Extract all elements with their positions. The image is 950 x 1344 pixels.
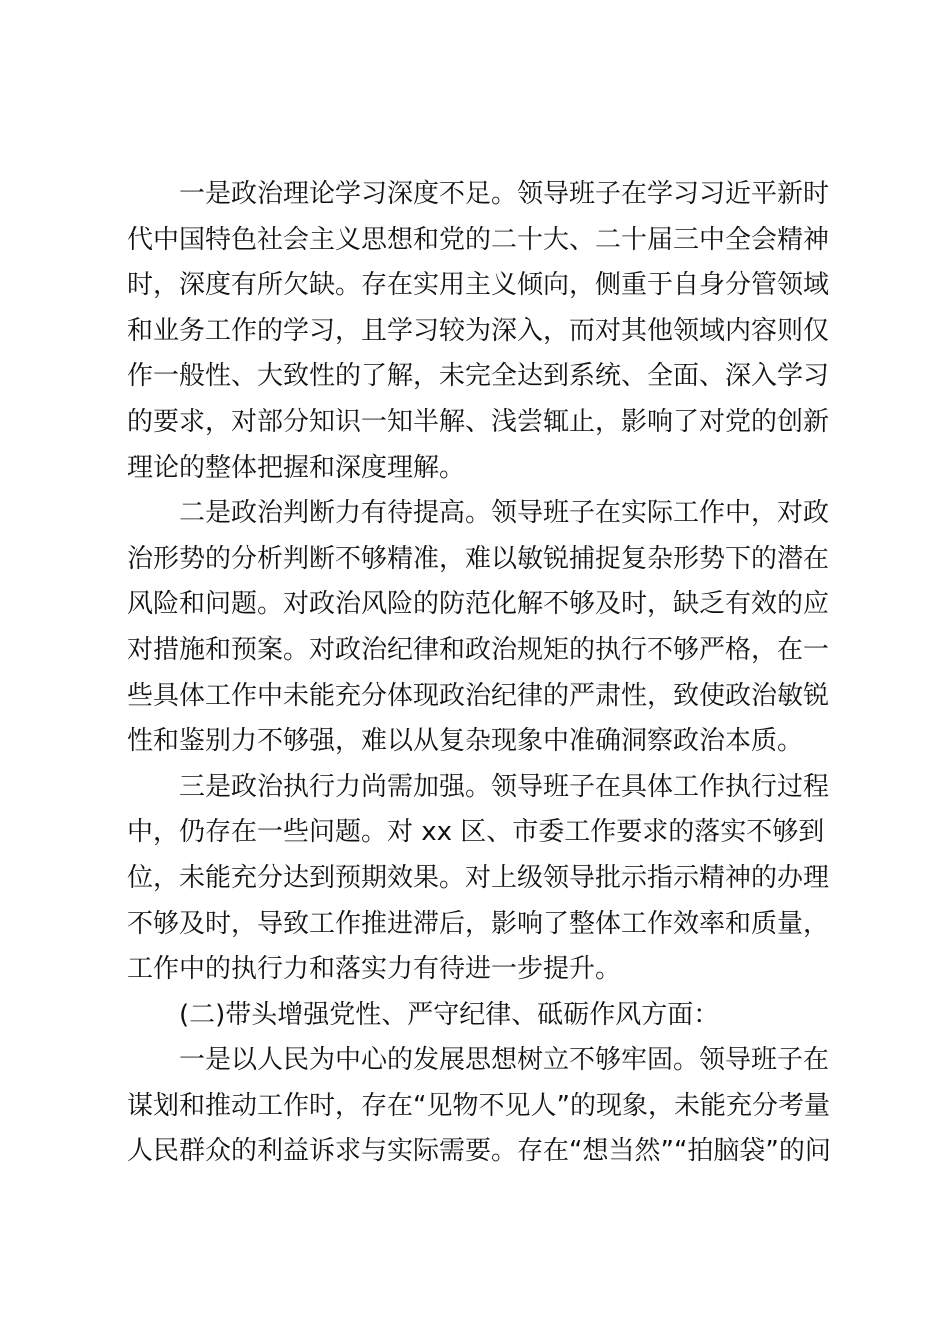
paragraph-4-line-3: 人民群众的利益诉求与实际需要。存在“想当然”“拍脑袋”的问 (127, 1136, 831, 1167)
paragraph-1-line-1: 一是政治理论学习深度不足。领导班子在学习习近平新时 (179, 179, 830, 209)
paragraph-1-line-4: 和业务工作的学习，且学习较为深入，而对其他领域内容则仅 (127, 315, 830, 346)
paragraph-3-line-1: 三是政治执行力尚需加强。领导班子在具体工作执行过程 (179, 771, 830, 802)
paragraph-2-line-1: 二是政治判断力有待提高。领导班子在实际工作中，对政 (179, 498, 830, 529)
paragraph-3-line-5: 工作中的执行力和落实力有待进一步提升。 (127, 954, 622, 985)
section-heading: (二)带头增强党性、严守纪律、砥砺作风方面： (179, 999, 720, 1030)
paragraph-4-line-1: 一是以人民为中心的发展思想树立不够牢固。领导班子在 (179, 1045, 830, 1076)
paragraph-1-line-7: 理论的整体把握和深度理解。 (127, 452, 466, 483)
paragraph-2-line-6: 性和鉴别力不够强，难以从复杂现象中准确洞察政治本质。 (127, 726, 804, 757)
paragraph-3-line-2: 中，仍存在一些问题。对 xx 区、市委工作要求的落实不够到 (127, 817, 825, 848)
paragraph-3-line-3: 位，未能充分达到预期效果。对上级领导批示指示精神的办理 (127, 862, 830, 893)
paragraph-1-line-3: 时，深度有所欠缺。存在实用主义倾向，侧重于自身分管领域 (127, 270, 830, 301)
paragraph-1-line-6: 的要求，对部分知识一知半解、浅尝辄止，影响了对党的创新 (127, 406, 830, 437)
paragraph-3-line-4: 不够及时，导致工作推进滞后，影响了整体工作效率和质量， (127, 908, 830, 939)
paragraph-2-line-3: 风险和问题。对政治风险的防范化解不够及时，缺乏有效的应 (127, 589, 830, 620)
document-body (127, 172, 831, 1175)
paragraph-1-line-2: 代中国特色社会主义思想和党的二十大、二十届三中全会精神 (127, 224, 830, 255)
paragraph-1-line-5: 作一般性、大致性的了解，未完全达到系统、全面、深入学习 (127, 361, 830, 392)
paragraph-2-line-5: 些具体工作中未能充分体现政治纪律的严肃性，致使政治敏锐 (127, 680, 830, 711)
paragraph-2-line-4: 对措施和预案。对政治纪律和政治规矩的执行不够严格，在一 (127, 634, 830, 665)
paragraph-4-line-2: 谋划和推动工作时，存在“见物不见人”的现象，未能充分考量 (127, 1090, 830, 1121)
paragraph-2-line-2: 治形势的分析判断不够精准，难以敏锐捕捉复杂形势下的潜在 (127, 543, 830, 574)
